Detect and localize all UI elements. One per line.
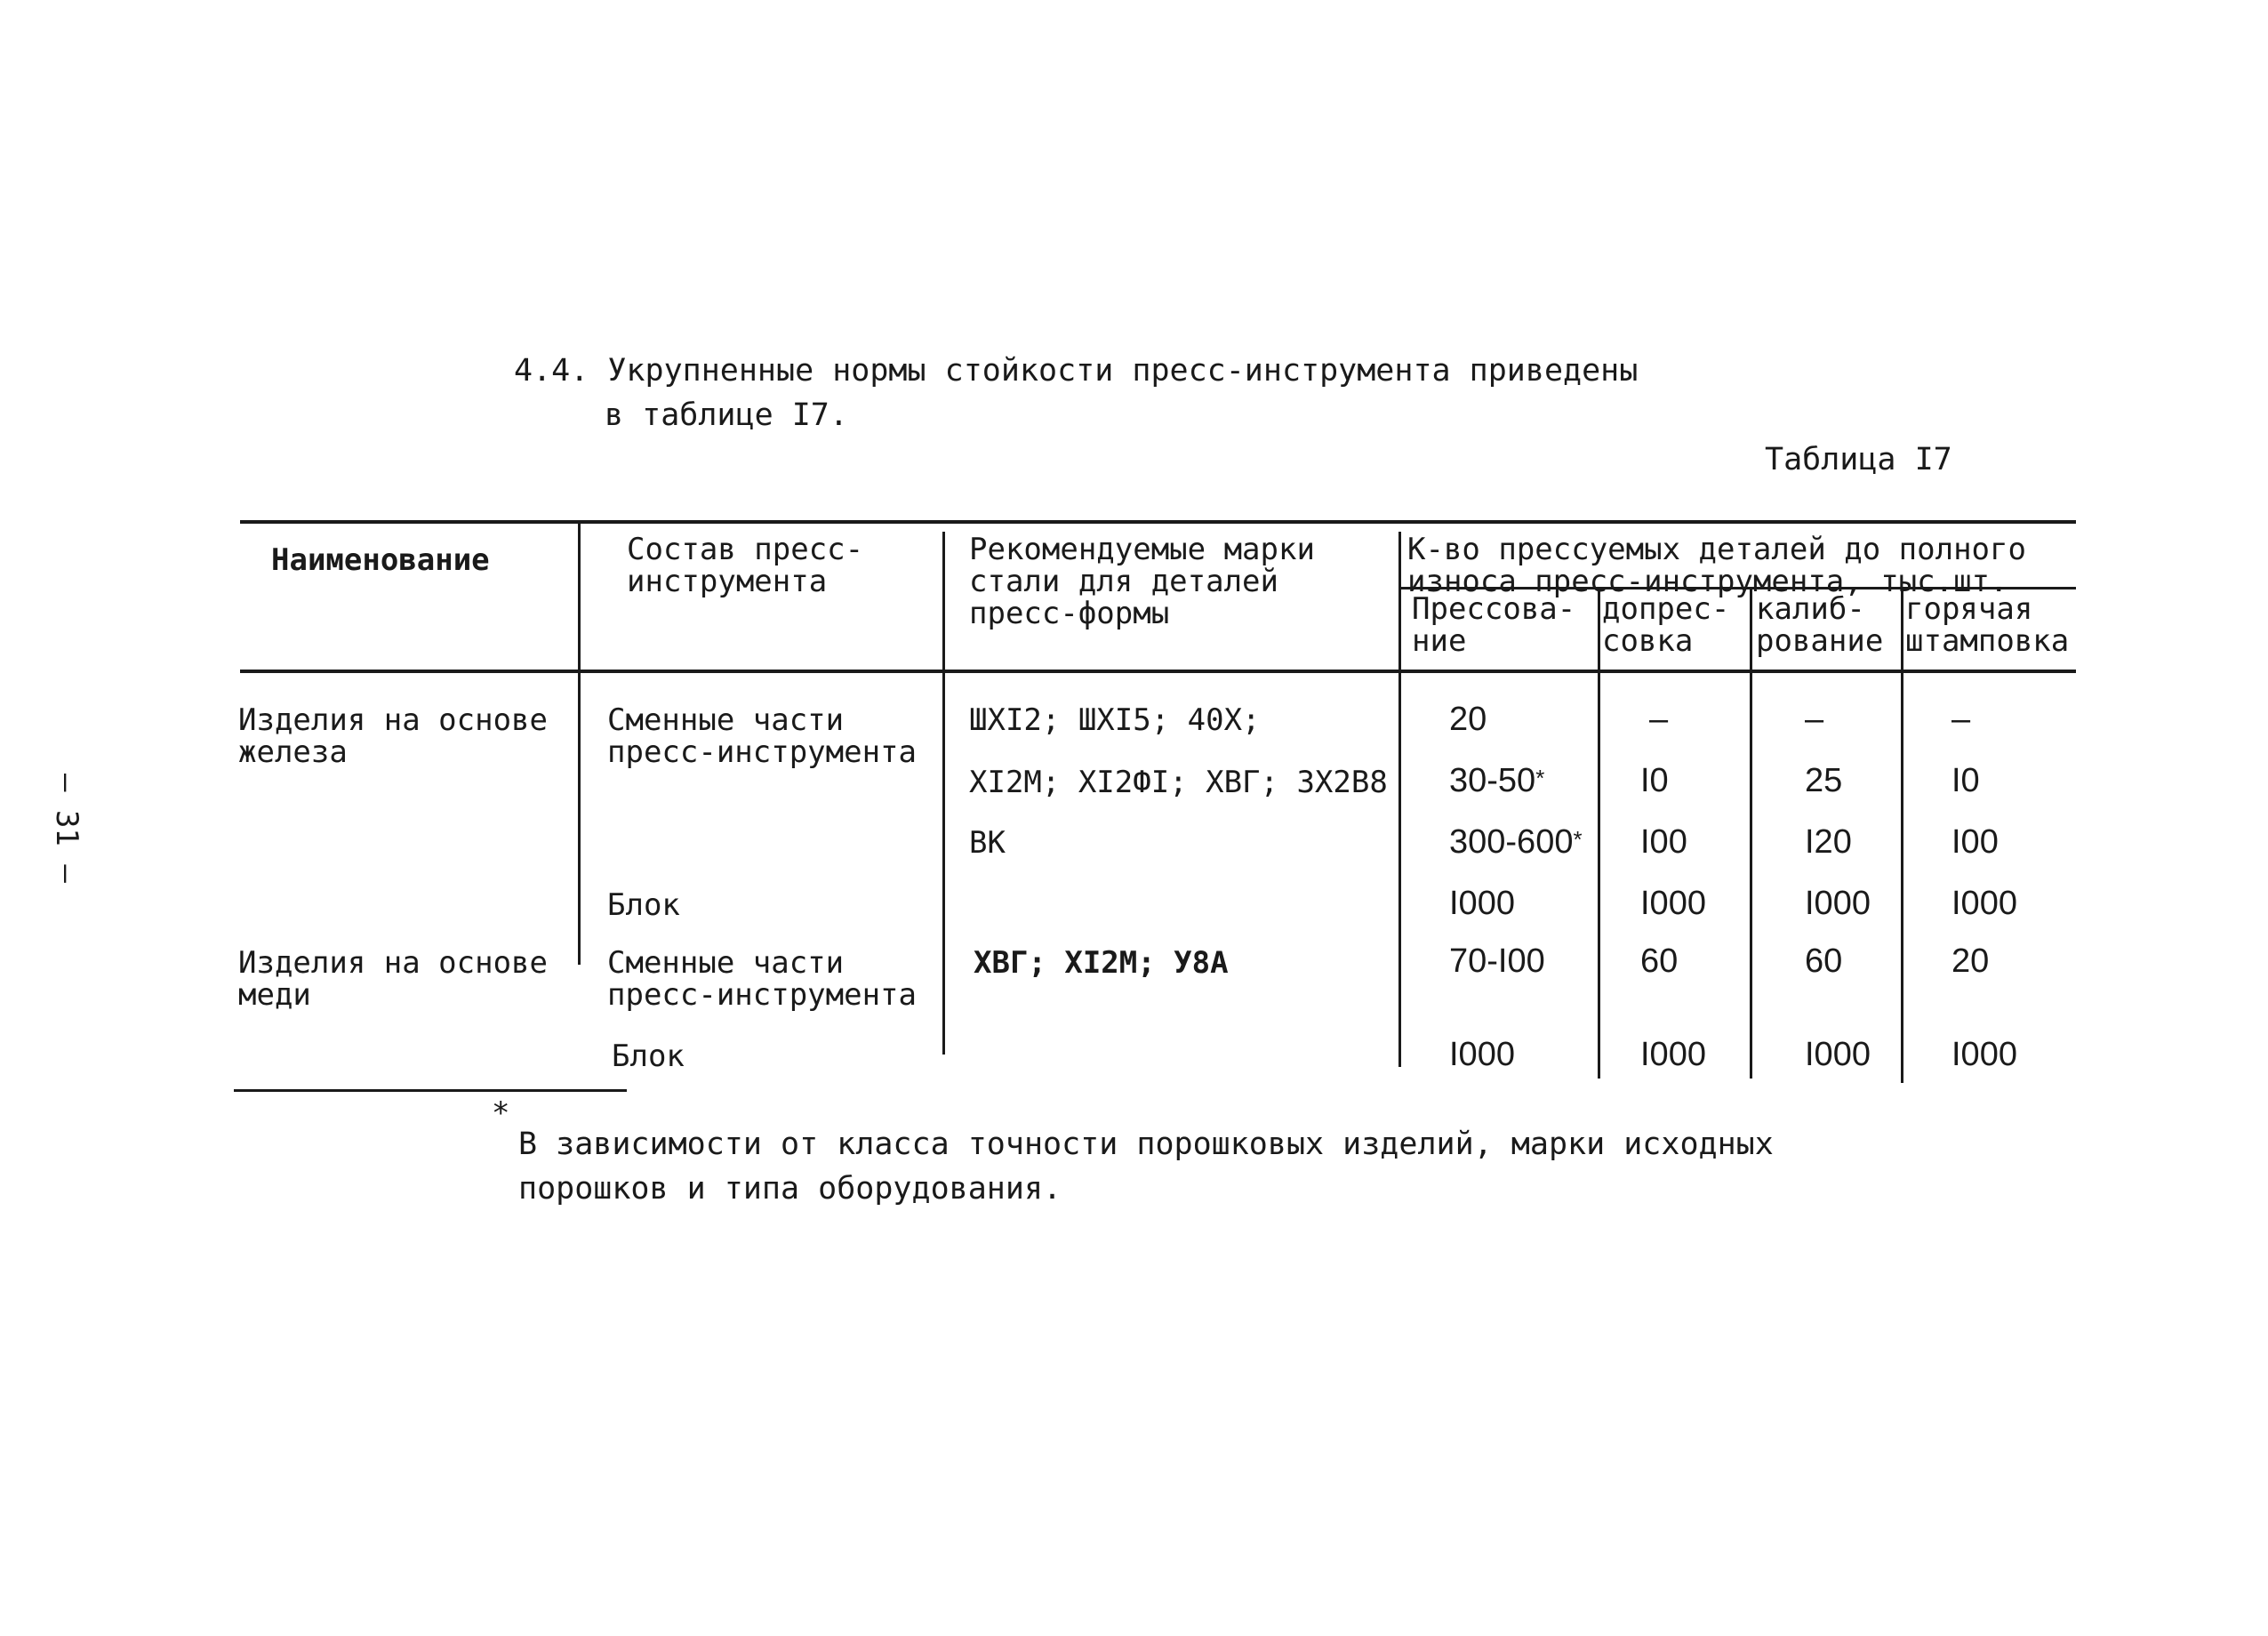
row-2-steel: ХI2М; ХI2ФI; ХВГ; 3Х2В8 bbox=[969, 765, 1388, 800]
col-divider-4 bbox=[1598, 589, 1600, 1079]
row-6-repressing: I000 bbox=[1640, 1036, 1706, 1073]
row-5-hot-stamping: 20 bbox=[1951, 942, 1990, 980]
footnote-line-1: В зависимости от класса точности порошковых изделий, марки исходных bbox=[518, 1127, 1774, 1162]
row-4-composition: Блок bbox=[607, 887, 680, 923]
col-divider-1 bbox=[578, 520, 581, 965]
row-1-name: Изделия на основе железа bbox=[238, 702, 548, 770]
header-hot-stamping: горячая штамповка bbox=[1905, 591, 2070, 659]
row-5-steel: ХВГ; ХI2М; У8А bbox=[974, 945, 1229, 981]
row-4-repressing: I000 bbox=[1640, 885, 1706, 922]
row-5-pressing: 70-I00 bbox=[1449, 942, 1545, 980]
intro-line-2: в таблице I7. bbox=[605, 397, 848, 433]
row-4-sizing: I000 bbox=[1805, 885, 1871, 922]
row-2-pressing bbox=[1449, 762, 1544, 800]
row-1-pressing: 20 bbox=[1449, 701, 1487, 738]
row-6-hot-stamping: I000 bbox=[1951, 1036, 2017, 1073]
col-divider-5 bbox=[1750, 589, 1752, 1079]
header-quantity: К-во прессуемых деталей до полного износа пресс-инструмента, тыс.шт. bbox=[1407, 532, 2026, 599]
row-4-pressing: I000 bbox=[1449, 885, 1515, 922]
header-bottom-rule bbox=[240, 670, 2076, 673]
col-divider-6 bbox=[1901, 589, 1903, 1083]
row-5-sizing: 60 bbox=[1805, 942, 1843, 980]
row-2-sizing: 25 bbox=[1805, 762, 1843, 799]
row-6-composition: Блок bbox=[612, 1039, 685, 1074]
row-2-footnote-mark: * bbox=[1535, 765, 1545, 791]
header-sizing: калиб- рование bbox=[1756, 591, 1884, 659]
intro-line-1: 4.4. Укрупненные нормы стойкости пресс-инструмента приведены bbox=[514, 353, 1639, 389]
row-2-hot-stamping: I0 bbox=[1951, 762, 1980, 799]
row-2-repressing: I0 bbox=[1640, 762, 1669, 799]
row-5-name: Изделия на основе меди bbox=[238, 945, 548, 1013]
row-3-steel: ВК bbox=[969, 825, 1006, 861]
footnote-mark: * bbox=[492, 1095, 510, 1131]
header-steel: Рекомендуемые марки стали для деталей пресс-формы bbox=[969, 532, 1315, 631]
row-6-sizing: I000 bbox=[1805, 1036, 1871, 1073]
header-name: Наименование bbox=[271, 542, 490, 578]
row-3-sizing: I20 bbox=[1805, 823, 1852, 861]
row-3-hot-stamping: I00 bbox=[1951, 823, 1999, 861]
col-divider-2 bbox=[942, 532, 945, 1055]
footnote-line-2: порошков и типа оборудования. bbox=[518, 1171, 1062, 1207]
row-1-steel: ШХI2; ШХI5; 40Х; bbox=[969, 702, 1261, 738]
row-1-repressing: – bbox=[1649, 701, 1669, 738]
header-composition: Состав пресс- инструмента bbox=[627, 532, 864, 599]
row-4-hot-stamping: I000 bbox=[1951, 885, 2017, 922]
row-1-sizing: – bbox=[1805, 701, 1824, 738]
row-3-pressing bbox=[1449, 823, 1583, 862]
header-repressing: допрес- совка bbox=[1602, 591, 1730, 659]
footnote-rule bbox=[234, 1089, 627, 1092]
row-1-composition: Сменные части пресс-инструмента bbox=[607, 702, 917, 770]
row-5-repressing: 60 bbox=[1640, 942, 1679, 980]
table-top-rule bbox=[240, 520, 2076, 524]
col-divider-3 bbox=[1398, 532, 1401, 1067]
table-caption: Таблица I7 bbox=[1765, 442, 1952, 477]
row-5-composition: Сменные части пресс-инструмента bbox=[607, 945, 917, 1013]
row-3-pressing-value: 300-600 bbox=[1449, 823, 1574, 861]
row-1-hot-stamping: – bbox=[1951, 701, 1971, 738]
row-6-pressing: I000 bbox=[1449, 1036, 1515, 1073]
page-number: — 31 — bbox=[49, 774, 84, 883]
row-2-pressing-value: 30-50 bbox=[1449, 762, 1536, 799]
row-3-footnote-mark: * bbox=[1573, 826, 1583, 853]
header-pressing: Прессова- ние bbox=[1412, 591, 1576, 659]
row-3-repressing: I00 bbox=[1640, 823, 1687, 861]
